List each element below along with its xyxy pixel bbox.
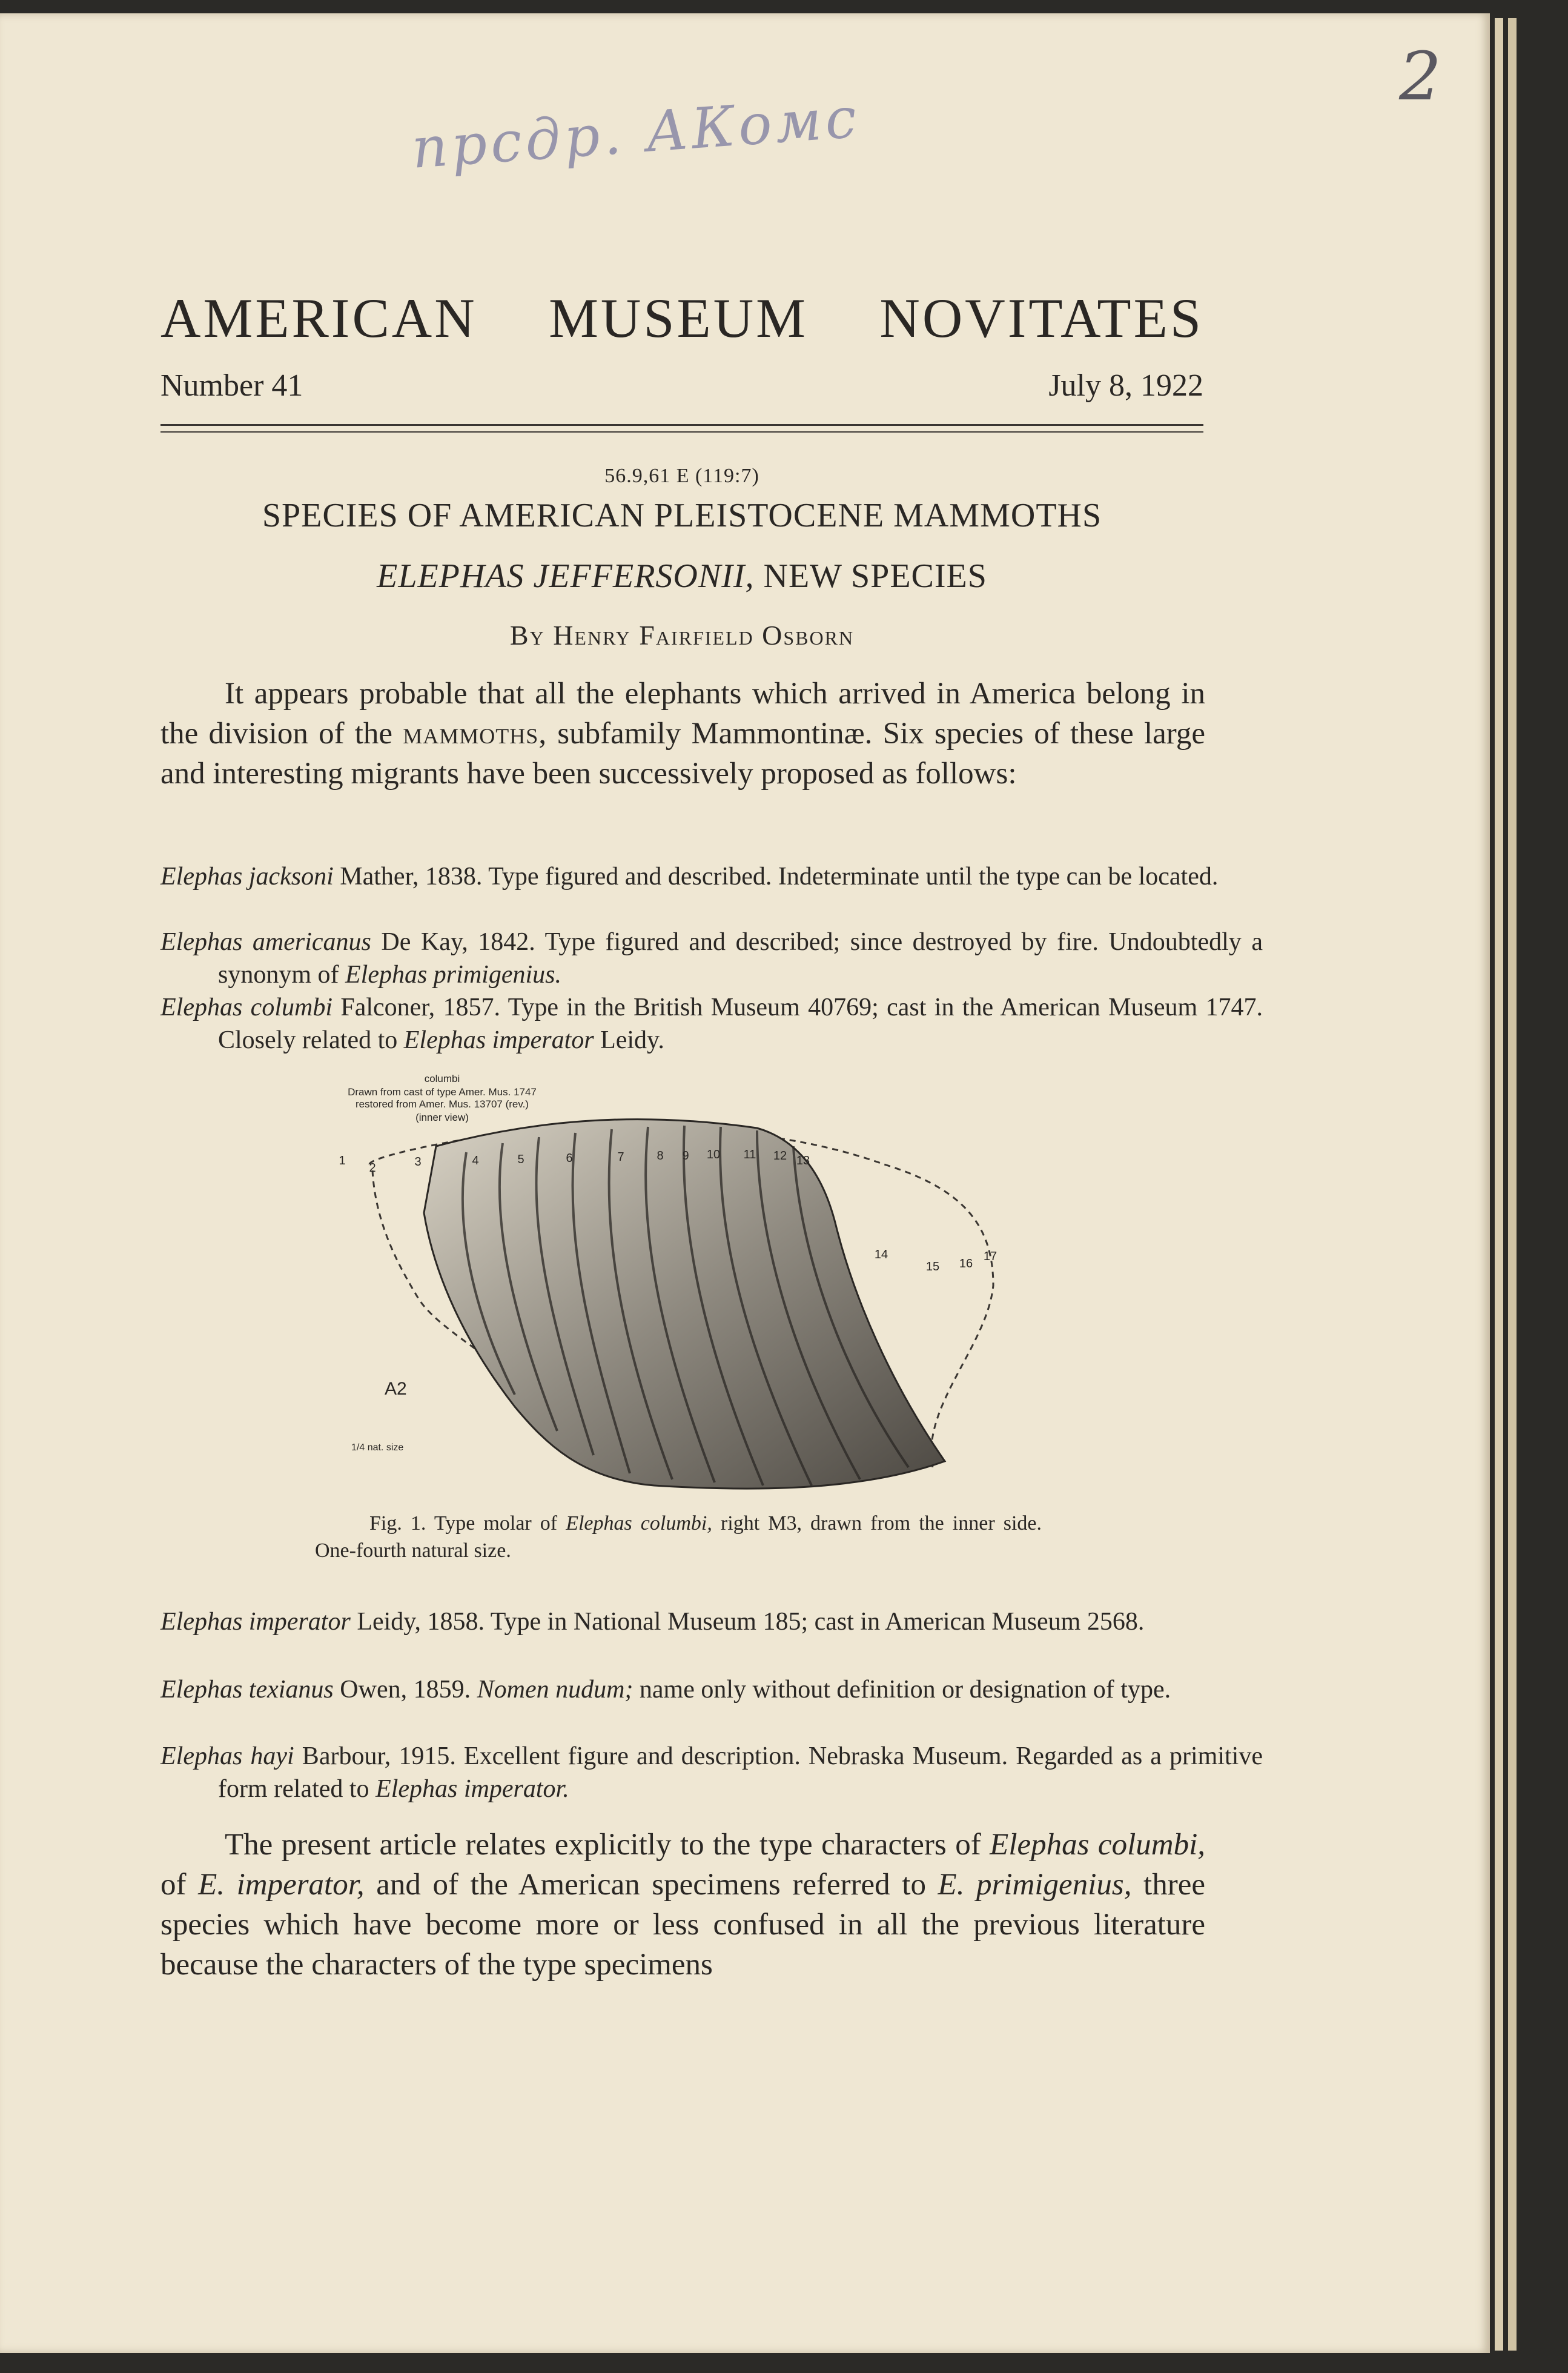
species-text: Mather, 1838. Type figured and described. Indeterminate until the type can be located.: [333, 863, 1219, 891]
plate-number: 4: [472, 1154, 479, 1167]
subtitle-species-name: ELEPHAS JEFFERSONII,: [377, 557, 755, 595]
species-reference: Elephas imperator: [403, 1026, 594, 1054]
journal-title: [160, 286, 1203, 350]
header-rule-bottom: [160, 431, 1203, 433]
species-entry: [160, 1740, 1263, 1805]
closing-species: E. imperator,: [198, 1868, 365, 1902]
species-text: Barbour, 1915. Excellent figure and description. Nebraska Museum. Regarded as a primitive form related to: [218, 1742, 1263, 1803]
plate-number: 11: [743, 1148, 756, 1161]
species-reference: Elephas primigenius.: [345, 961, 561, 989]
species-text: Falconer, 1857. Type in the British Museum 40769; cast in the American Museum 1747. Closely related to: [218, 994, 1263, 1054]
species-text: Owen, 1859.: [333, 1676, 477, 1704]
molar-figure: [315, 1067, 1066, 1504]
plate-number: 9: [682, 1149, 689, 1163]
plate-number: 2: [369, 1161, 376, 1175]
subtitle-rest: NEW SPECIES: [754, 557, 987, 595]
header-rule-top: [160, 424, 1203, 426]
figure-header: [348, 1073, 537, 1123]
plate-number: 8: [657, 1149, 664, 1163]
author-line: By Henry Fairfield Osborn: [509, 620, 855, 651]
caption-text: right M3, drawn from the inner side. One-fourth natural size.: [315, 1512, 1042, 1562]
species-reference: Nomen nudum;: [477, 1676, 633, 1704]
species-name: Elephas imperator: [160, 1608, 351, 1636]
species-text: Leidy, 1858. Type in National Museum 185; cast in American Museum 2568.: [350, 1608, 1145, 1636]
page-edge: [1495, 18, 1503, 2351]
figure-header-line: Drawn from cast of type Amer. Mus. 1747: [348, 1086, 537, 1098]
figure-header-line: restored from Amer. Mus. 13707 (rev.): [356, 1098, 529, 1110]
intro-text: It appears probable that all the elephants which arrived in America belong in the division of the: [160, 677, 1205, 751]
plate-number: 15: [925, 1260, 940, 1273]
closing-species: E. primigenius,: [938, 1868, 1132, 1902]
plate-number: 7: [617, 1150, 624, 1164]
species-name: Elephas jacksoni: [160, 863, 334, 891]
species-text: De Kay, 1842. Type figured and described; since destroyed by fire. Undoubtedly a synonym of: [218, 928, 1263, 989]
issue-number: Number 41: [160, 368, 303, 403]
species-tail: name only without definition or designation of type.: [633, 1676, 1171, 1704]
species-entry: [160, 991, 1263, 1057]
plate-number: 17: [983, 1250, 997, 1263]
plate-number: 12: [773, 1149, 787, 1163]
plate-number: 10: [706, 1148, 721, 1161]
handwritten-note: прсдр. АКомс: [409, 85, 862, 181]
handwritten-page-mark: 2: [1399, 38, 1441, 115]
journal-word: NOVITATES: [879, 287, 1203, 349]
article-subtitle: [160, 557, 1203, 596]
article-title: SPECIES OF AMERICAN PLEISTOCENE MAMMOTHS: [262, 497, 1102, 534]
plate-number: 14: [874, 1248, 888, 1261]
species-name: Elephas hayi: [160, 1742, 294, 1770]
species-name: Elephas americanus: [160, 928, 371, 956]
closing-text: and of the American specimens referred to: [364, 1868, 938, 1902]
species-entry: [160, 1673, 1263, 1706]
species-entry: [160, 926, 1263, 991]
intro-text: subfamily Mammontinæ. Six species of these large and interesting migrants have been successively proposed as follows:: [160, 717, 1205, 791]
species-name: Elephas texianus: [160, 1676, 334, 1704]
classification-number: 56.9,61 E (119:7): [604, 465, 759, 487]
figure-tag: A2: [385, 1379, 407, 1399]
plate-number: 5: [517, 1153, 524, 1166]
intro-paragraph: [160, 674, 1205, 794]
journal-word: AMERICAN: [160, 287, 477, 349]
caption-text: Fig. 1. Type molar of: [369, 1512, 566, 1535]
plate-number: 16: [959, 1257, 973, 1270]
intro-small-caps: mammoths,: [403, 717, 547, 751]
closing-paragraph: [160, 1825, 1205, 1985]
closing-text: of: [160, 1868, 199, 1902]
plate-number: 6: [566, 1152, 573, 1165]
species-entry: [160, 1605, 1263, 1638]
closing-species: Elephas columbi,: [990, 1828, 1205, 1862]
plate-number: 1: [339, 1154, 346, 1167]
closing-text: three species which have become more or less confused in all the previous literature because the characters of the type specimens: [160, 1868, 1205, 1982]
figure-scale: 1/4 nat. size: [351, 1442, 404, 1453]
plate-number: 3: [414, 1155, 422, 1169]
figure-header-line: columbi: [424, 1073, 460, 1084]
page-edge: [1508, 18, 1517, 2351]
species-entry: [160, 860, 1263, 893]
plate-number: 13: [796, 1154, 810, 1167]
document-page: [0, 13, 1490, 2353]
issue-date: July 8, 1922: [1048, 368, 1203, 403]
species-name: Elephas columbi: [160, 994, 332, 1021]
figure-header-line: (inner view): [415, 1112, 469, 1123]
closing-text: The present article relates explicitly to the type characters of: [225, 1828, 990, 1862]
journal-word: MUSEUM: [549, 287, 808, 349]
issue-line: [160, 368, 1203, 403]
species-tail: Leidy.: [594, 1026, 664, 1054]
species-reference: Elephas imperator.: [375, 1775, 569, 1803]
figure-caption: [315, 1510, 1042, 1564]
caption-species: Elephas columbi,: [566, 1512, 712, 1535]
